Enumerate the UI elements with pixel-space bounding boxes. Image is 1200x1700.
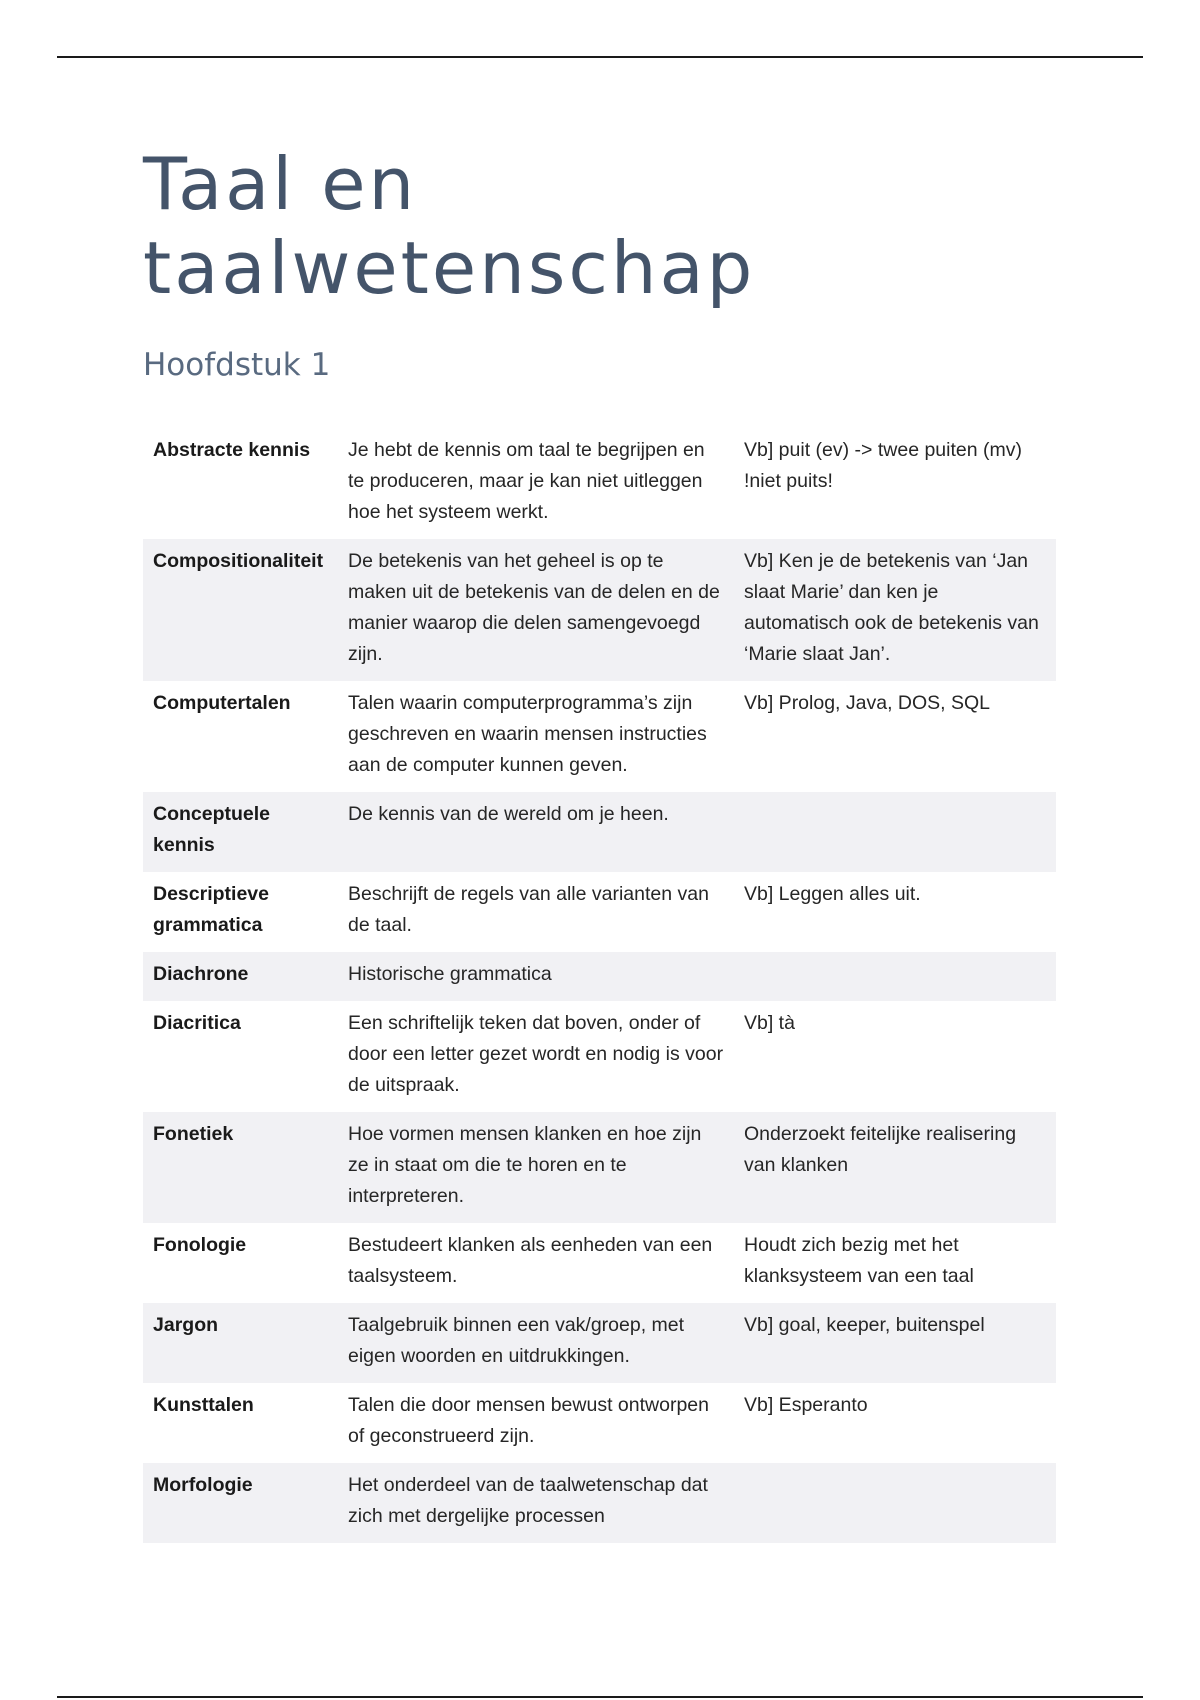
table-row [143, 1001, 1056, 1112]
term-cell: Diacritica [153, 1012, 241, 1034]
example-cell: Vb] puit (ev) -> twee puiten (mv) !niet puits! [744, 439, 1022, 492]
table-row [143, 1112, 1056, 1223]
term-cell: Descriptieve grammatica [153, 883, 269, 936]
example-cell [734, 952, 1056, 1001]
table-row [143, 1303, 1056, 1383]
table-row [143, 1223, 1056, 1303]
definition-cell: Historische grammatica [338, 952, 734, 1001]
glossary-table [143, 428, 1056, 1543]
definition-cell: Talen die door mensen bewust ontworpen of geconstrueerd zijn. [348, 1394, 709, 1447]
table-row [143, 539, 1056, 681]
definition-cell: Bestudeert klanken als eenheden van een taalsysteem. [348, 1234, 713, 1287]
definition-cell: De kennis van de wereld om je heen. [338, 792, 734, 872]
example-cell: Vb] Ken je de betekenis van ‘Jan slaat Marie’ dan ken je automatisch ook de betekenis van ‘Marie slaat Jan’. [734, 539, 1056, 681]
term-cell: Kunsttalen [153, 1394, 254, 1416]
example-cell: Vb] Esperanto [744, 1394, 868, 1416]
table-row [143, 872, 1056, 952]
term-cell: Fonologie [153, 1234, 247, 1256]
example-cell [734, 792, 1056, 872]
term-cell: Jargon [143, 1303, 338, 1383]
term-cell: Conceptuele kennis [143, 792, 338, 872]
definition-cell: Taalgebruik binnen een vak/groep, met eigen woorden en uitdrukkingen. [338, 1303, 734, 1383]
definition-cell: Je hebt de kennis om taal te begrijpen en te produceren, maar je kan niet uitleggen hoe het systeem werkt. [348, 439, 705, 523]
table-row [143, 1463, 1056, 1543]
definition-cell: Een schriftelijk teken dat boven, onder of door een letter gezet wordt en nodig is voor de uitspraak. [348, 1012, 724, 1096]
example-cell: Houdt zich bezig met het klanksysteem van een taal [744, 1234, 974, 1287]
example-cell: Vb] tà [744, 1012, 795, 1034]
top-rule [57, 56, 1143, 58]
bottom-rule [57, 1696, 1143, 1698]
example-cell: Vb] Leggen alles uit. [744, 883, 921, 905]
table-row [143, 1383, 1056, 1463]
chapter-subtitle: Hoofdstuk 1 [143, 347, 331, 383]
table-row [143, 792, 1056, 872]
term-cell: Morfologie [143, 1463, 338, 1543]
example-cell [734, 1463, 1056, 1543]
page-title: Taal en taalwetenschap [143, 142, 756, 310]
table-row [143, 681, 1056, 792]
term-cell: Abstracte kennis [153, 439, 311, 461]
example-cell: Onderzoekt feitelijke realisering van klanken [734, 1112, 1056, 1223]
table-row [143, 428, 1056, 539]
example-cell: Vb] Prolog, Java, DOS, SQL [744, 692, 991, 714]
definition-cell: Beschrijft de regels van alle varianten van de taal. [348, 883, 709, 936]
table-row [143, 952, 1056, 1001]
term-cell: Fonetiek [143, 1112, 338, 1223]
term-cell: Computertalen [153, 692, 291, 714]
term-cell: Diachrone [143, 952, 338, 1001]
example-cell: Vb] goal, keeper, buitenspel [734, 1303, 1056, 1383]
definition-cell: Hoe vormen mensen klanken en hoe zijn ze in staat om die te horen en te interpreteren. [338, 1112, 734, 1223]
definition-cell: De betekenis van het geheel is op te maken uit de betekenis van de delen en de manier waarop die delen samengevoegd zijn. [338, 539, 734, 681]
definition-cell: Het onderdeel van de taalwetenschap dat zich met dergelijke processen [338, 1463, 734, 1543]
definition-cell: Talen waarin computerprogramma’s zijn geschreven en waarin mensen instructies aan de computer kunnen geven. [348, 692, 707, 776]
term-cell: Compositionaliteit [143, 539, 338, 681]
